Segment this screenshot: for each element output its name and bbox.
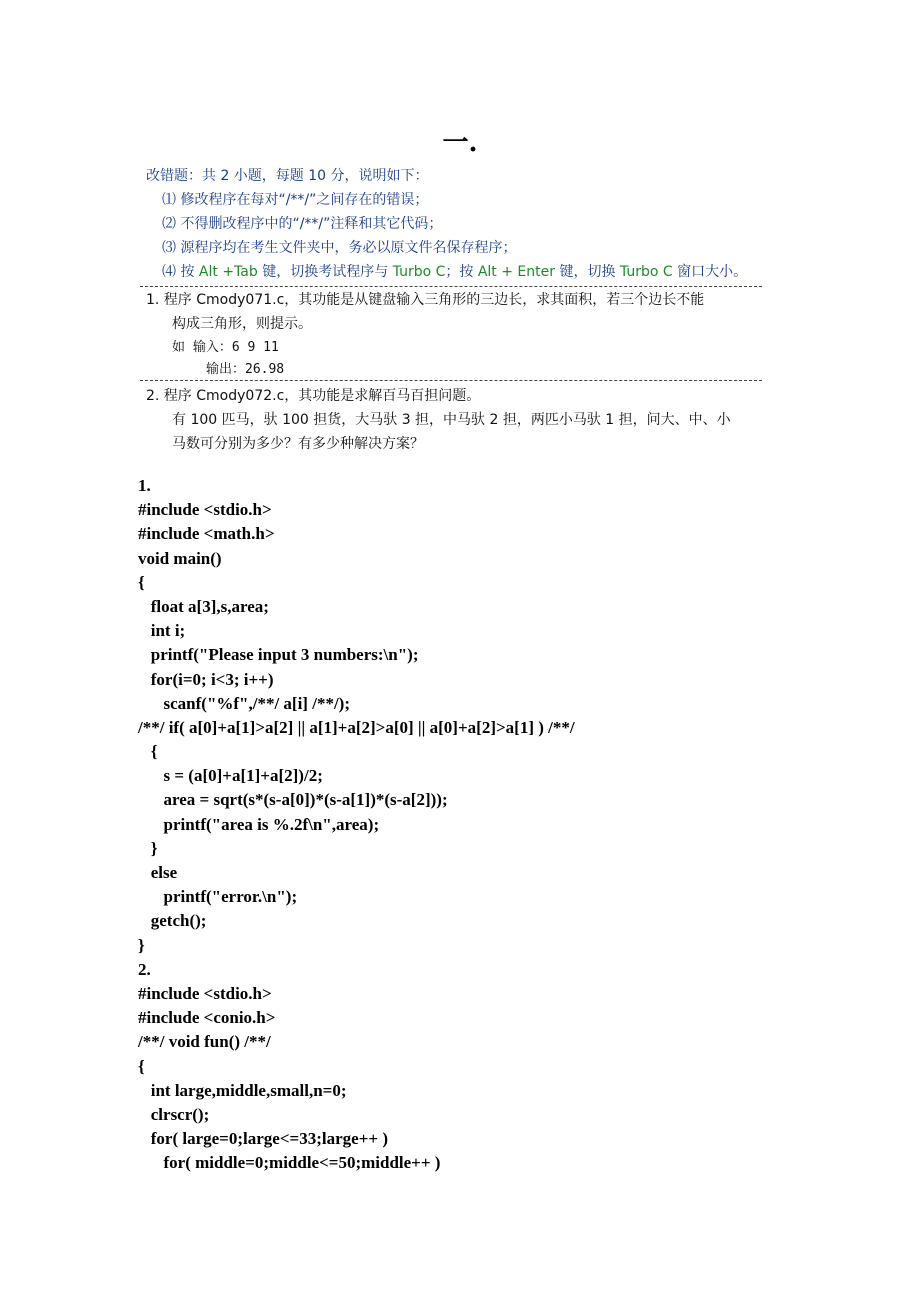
code-line: /**/ if( a[0]+a[1]>a[2] || a[1]+a[2]>a[0] || a[0]+a[2]>a[1] ) /**/: [138, 717, 575, 737]
code-line: 1.: [138, 476, 151, 495]
code-line: else: [138, 863, 178, 882]
code-line: area = sqrt(s*(s-a[0])*(s-a[1])*(s-a[2]));: [138, 790, 448, 810]
rule-4-text-e: 窗口大小。: [672, 264, 748, 280]
rule-4-key-alt-enter: Alt + Enter: [477, 264, 556, 280]
code-line: }: [138, 838, 158, 858]
divider-1: [140, 286, 762, 287]
code-line: void main(): [138, 548, 222, 568]
code-line: printf("error.\n");: [138, 887, 298, 907]
code-line: printf("area is %.2f\n",area);: [138, 814, 380, 834]
rule-4-text-d: 键，切换: [555, 264, 620, 280]
q1-output: 输出：26.98: [206, 362, 285, 377]
code-line: {: [138, 572, 145, 592]
q2-line-1: 2. 程序 Cmody072.c，其功能是求解百马百担问题。: [146, 388, 481, 404]
q1-line-2: 构成三角形，则提示。: [172, 316, 312, 332]
q1-line-1: 1. 程序 Cmody071.c，其功能是从键盘输入三角形的三边长，求其面积，若三个边长不能: [146, 292, 705, 308]
rule-4: [162, 262, 747, 282]
code-line: for( large=0;large<=33;large++ ): [138, 1129, 388, 1149]
code-line: clrscr();: [138, 1104, 210, 1124]
code-line: #include <conio.h>: [138, 1008, 276, 1028]
instructions-intro: 改错题：共 2 小题，每题 10 分，说明如下：: [146, 168, 429, 184]
instructions-panel: [140, 160, 768, 460]
code-line: #include <math.h>: [138, 524, 275, 544]
rule-2: ⑵ 不得删改程序中的“/**/”注释和其它代码；: [162, 216, 443, 232]
code-line: }: [138, 935, 145, 955]
code-line: float a[3],s,area;: [138, 596, 269, 616]
rule-4-text-a: ⑷ 按: [162, 264, 199, 280]
rule-4-key-turbo-c: Turbo C: [392, 264, 446, 280]
code-line: int large,middle,small,n=0;: [138, 1080, 347, 1100]
rule-4-key-turbo-c-2: Turbo C: [619, 264, 673, 280]
section-heading: 一.: [442, 128, 478, 158]
code-listing: [138, 474, 838, 1175]
code-line: 2.: [138, 959, 151, 979]
rule-4-text-c: ；按: [445, 264, 478, 280]
code-line: s = (a[0]+a[1]+a[2])/2;: [138, 766, 323, 786]
rule-1: ⑴ 修改程序在每对“/**/”之间存在的错误；: [162, 192, 429, 208]
q1-input: 如 输入：6 9 11: [172, 340, 279, 355]
code-line: /**/ void fun() /**/: [138, 1032, 271, 1052]
code-line: {: [138, 1056, 145, 1076]
code-line: printf("Please input 3 numbers:\n");: [138, 645, 419, 665]
code-line: for(i=0; i<3; i++): [138, 669, 274, 689]
rule-3: ⑶ 源程序均在考生文件夹中，务必以原文件名保存程序；: [162, 240, 517, 256]
q2-line-2: 有 100 匹马，驮 100 担货，大马驮 3 担，中马驮 2 担，两匹小马驮 1 担，问大、中、小: [172, 412, 731, 428]
code-line: {: [138, 742, 158, 762]
code-line: for( middle=0;middle<=50;middle++ ): [138, 1153, 441, 1173]
code-line: scanf("%f",/**/ a[i] /**/);: [138, 693, 350, 713]
rule-4-text-b: 键，切换考试程序与: [257, 264, 393, 280]
code-line: getch();: [138, 911, 207, 931]
divider-2: [140, 380, 762, 381]
q2-line-3: 马数可分别为多少？有多少种解决方案？: [172, 436, 424, 452]
rule-4-key-alt-tab: Alt +Tab: [198, 264, 258, 280]
code-line: #include <stdio.h>: [138, 983, 272, 1003]
code-line: int i;: [138, 621, 186, 641]
code-line: #include <stdio.h>: [138, 500, 272, 520]
